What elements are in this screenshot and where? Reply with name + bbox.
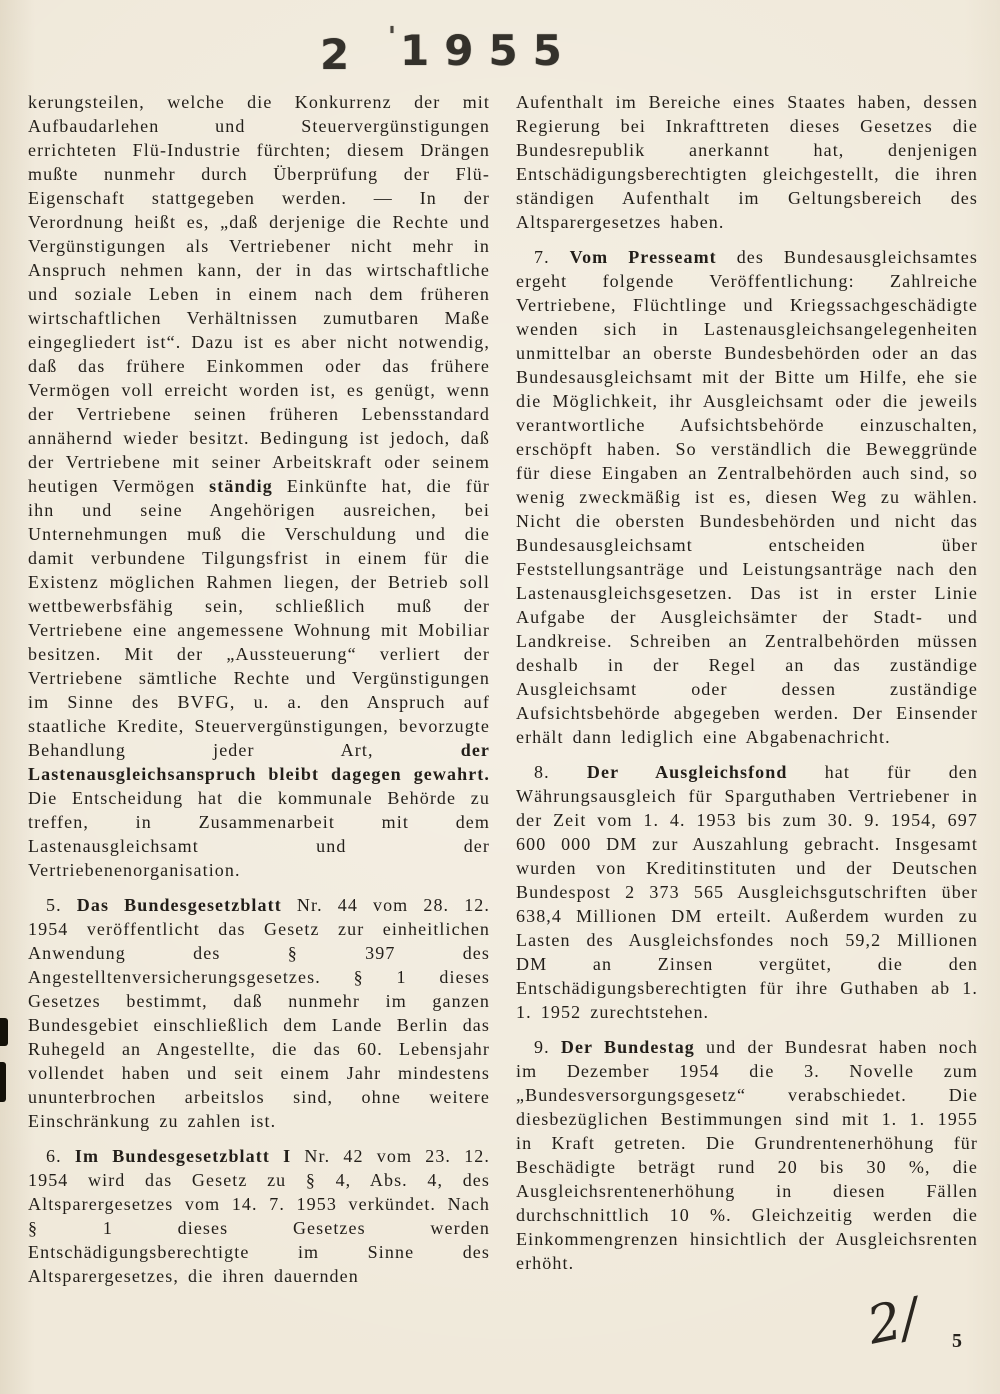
scan-artifact [0, 1062, 6, 1102]
body-text: 9. [534, 1037, 561, 1057]
scan-artifact [0, 1018, 8, 1046]
body-text: 6. [46, 1146, 75, 1166]
right-column [516, 90, 978, 1288]
body-text: des Bundesausgleichsamtes ergeht folgende Veröffentlichung: Zahlreiche Vertriebene, Flüchtlinge und Kriegssachgeschädigte wenden sich in Lastenausgleichsangelegenheiten unmittelbar an oberste Bundesbehörden oder an das Bundesausgleichsamt mit der Bitte um Hilfe, ehe sie die Möglichkeit, ihr Ausgleichsamt oder die jeweils verantwortliche Aufsichtsbehörde einzuschalten, erschöpft haben. So verständlich die Beweggründe für diese Eingaben an Zentralbehörden auch sind, so wenig zweckmäßig ist es, diesen Weg zu wählen. Nicht die obersten Bundesbehörden und nicht das Bundesausgleichsamt entscheiden über Feststellungsanträge und Leistungsanträge nach den Lastenausgleichsgesetzen. Das ist in erster Linie Aufgabe der Ausgleichsämter der Stadt- und Landkreise. Schreiben an Zentralbehörden müssen deshalb in der Regel an das zuständige Ausgleichsamt oder dessen zuständige Aufsichtsbehörde abgegeben werden. Der Einsender erhält dann lediglich eine Abgabenachricht. [516, 247, 978, 747]
issue-number-stamp: 2 [320, 30, 350, 79]
body-text: 5. [46, 895, 77, 915]
body-text: 8. [534, 762, 587, 782]
emphasized-text: ständig [209, 476, 273, 496]
body-text: Aufenthalt im Bereiche eines Staates haben, dessen Regierung bei Inkrafttreten dieses Gesetzes die Bundesrepublik anerkannt hat, denjenigen Entschädigungsberechtigten gleichgestellt, die ihren ständigen Aufenthalt im Geltungsbereich des Altsparergesetzes haben. [516, 92, 978, 232]
emphasized-text: der Lastenausgleichsanspruch bleibt dagegen gewahrt. [28, 740, 490, 784]
year-stamp: 1955 [400, 26, 577, 75]
stray-mark: ' [388, 22, 396, 52]
page-number: 5 [952, 1330, 962, 1352]
left-column [28, 90, 490, 1288]
paragraph [28, 1144, 490, 1288]
body-text: Die Entscheidung hat die kommunale Behörde zu treffen, in Zusammenarbeit mit dem Lastenausgleichsamt und der Vertriebenenorganisation. [28, 788, 490, 880]
body-text: Nr. 44 vom 28. 12. 1954 veröffentlicht das Gesetz zur einheitlichen Anwendung des § 397 des Angestelltenversicherungsgesetzes. § 1 dieses Gesetzes bestimmt, daß nunmehr im ganzen Bundesgebiet einschließlich dem Lande Berlin das Ruhegeld an Angestellte, die das 60. Lebensjahr vollendet haben und seit einem Jahr mindestens ununterbrochen arbeitslos sind, ohne weitere Einschränkung zu zahlen ist. [28, 895, 490, 1131]
body-text: und der Bundesrat haben noch im Dezember 1954 die 3. Novelle zum „Bundesversorgungsgesetz“ verabschiedet. Die diesbezüglichen Bestimmungen sind mit 1. 1. 1955 in Kraft getreten. Die Grundrentenerhöhung für Beschädigte beträgt rund 20 bis 30 %, die Ausgleichsrentenerhöhung in diesen Fällen durchschnittlich 10 %. Gleichzeitig werden die Einkommengrenzen hinsichtlich der Ausgleichsrenten erhöht. [516, 1037, 978, 1273]
paragraph [28, 893, 490, 1133]
paragraph [516, 245, 978, 749]
body-text: 7. [534, 247, 570, 267]
emphasized-text: Der Ausgleichsfond [586, 762, 788, 782]
handwritten-mark: 2/ [862, 1287, 925, 1357]
emphasized-text: Der Bundestag [560, 1037, 695, 1057]
emphasized-text: Das Bundesgesetzblatt [76, 895, 282, 915]
paragraph [516, 760, 978, 1024]
paragraph [28, 90, 490, 882]
body-text: kerungsteilen, welche die Konkurrenz der mit Aufbaudarlehen und Steuervergünstigungen errichteten Flü-Industrie fürchten; diesem Drängen mußte nunmehr durch Überprüfung der Flü-Eigenschaft stattgegeben werden. — In der Verordnung heißt es, „daß derjenige die Rechte und Vergünstigungen als Vertriebener nicht mehr in Anspruch nehmen kann, der in das wirtschaftliche und soziale Leben in einem nach dem früheren wirtschaftlichen Verhältnissen zumutbaren Maße eingegliedert ist“. Dazu ist es aber nicht notwendig, daß das frühere Einkommen oder das frühere Vermögen voll erreicht worden ist, es genügt, wenn der Vertriebene seinen früheren Lebensstandard annähernd wieder besitzt. Bedingung ist jedoch, daß der Vertriebene mit seiner Arbeitskraft oder seinem heutigen Vermögen [28, 92, 490, 496]
emphasized-text: Vom Presseamt [569, 247, 717, 267]
body-text: hat für den Währungsausgleich für Sparguthaben Vertriebener in der Zeit vom 1. 4. 1953 bis zum 30. 9. 1954, 697 600 000 DM zur Auszahlung gebracht. Insgesamt wurden von Kreditinstituten und der Deutschen Bundespost 2 373 565 Ausgleichsgutschriften über 638,4 Millionen DM erteilt. Außerdem wurden zu Lasten des Ausgleichsfondes noch 59,2 Millionen DM an Zinsen vergütet, die den Entschädigungsberechtigten für ihre Guthaben ab 1. 1. 1952 zurechtstehen. [516, 762, 978, 1022]
emphasized-text: Im Bundesgesetzblatt I [74, 1146, 292, 1166]
body-text: Nr. 42 vom 23. 12. 1954 wird das Gesetz zu § 4, Abs. 4, des Altsparergesetzes vom 14. 7. 1953 verkündet. Nach § 1 dieses Gesetzes werden Entschädigungsberechtigte im Sinne des Altsparergesetzes, die ihren dauernden [28, 1146, 490, 1286]
paragraph [516, 90, 978, 234]
text-columns [28, 90, 978, 1288]
paragraph [516, 1035, 978, 1275]
body-text: Einkünfte hat, die für ihn und seine Angehörigen ausreichen, bei Unternehmungen muß die Verschuldung und die damit verbundene Tilgungsfrist in einem für die Existenz möglichen Rahmen liegen, der Betrieb soll wettbewerbsfähig sein, schließlich muß der Vertriebene eine angemessene Wohnung mit Mobiliar besitzen. Mit der „Aussteuerung“ verliert der Vertriebene sämtliche Rechte und Vergünstigungen im Sinne des BVFG, u. a. den Anspruch auf staatliche Kredite, Steuervergünstigungen, bevorzugte Behandlung jeder Art, [28, 476, 491, 760]
